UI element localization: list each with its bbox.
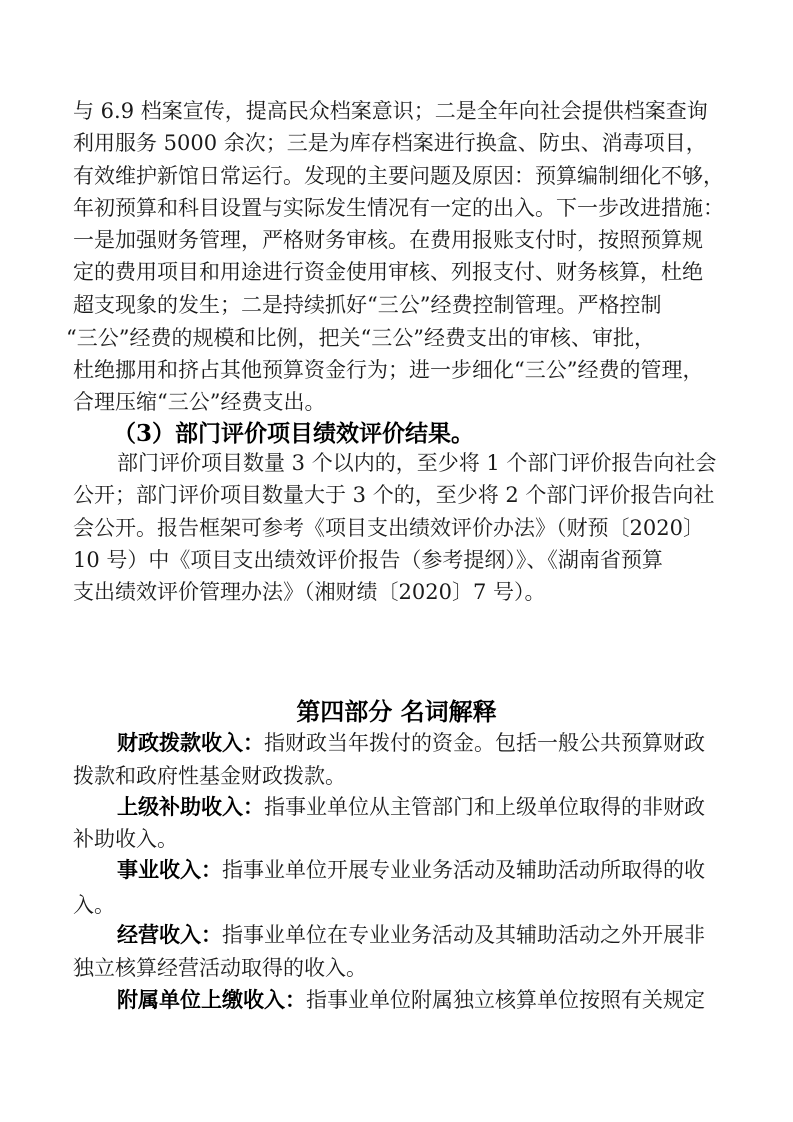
glossary-definition-cont: 补助收入。 xyxy=(73,827,178,851)
glossary-term: 经营收入： xyxy=(117,922,222,947)
glossary-definition: 指财政当年拨付的资金。包括一般公共预算财政 xyxy=(264,731,705,755)
text-line: 定的费用项目和用途进行资金使用审核、列报支付、财务核算，杜绝 xyxy=(73,260,703,284)
glossary-term: 财政拨款收入： xyxy=(117,730,264,755)
text-line: 部门评价项目数量 3 个以内的，至少将 1 个部门评价报告向社会 xyxy=(117,451,717,475)
glossary-definition-cont: 入。 xyxy=(73,893,115,917)
glossary-entry xyxy=(117,792,725,822)
part-title: 第四部分 名词解释 xyxy=(296,697,497,726)
glossary-term: 上级补助收入： xyxy=(117,794,264,819)
glossary-entry xyxy=(117,920,725,950)
text-line: 利用服务 5000 余次；三是为库存档案进行换盒、防虫、消毒项目， xyxy=(73,131,707,155)
glossary-entry xyxy=(117,728,725,758)
section-heading: （3）部门评价项目绩效评价结果。 xyxy=(113,420,475,447)
text-line: 会公开。报告框架可参考《项目支出绩效评价办法》（财预〔2020〕 xyxy=(73,516,704,540)
text-line: 公开；部门评价项目数量大于 3 个的，至少将 2 个部门评价报告向社 xyxy=(73,483,715,507)
text-line: 一是加强财务管理，严格财务审核。在费用报账支付时，按照预算规 xyxy=(73,228,703,252)
glossary-definition: 指事业单位开展专业业务活动及辅助活动所取得的收 xyxy=(222,858,705,882)
text-line: 年初预算和科目设置与实际发生情况有一定的出入。下一步改进措施： xyxy=(73,196,724,220)
glossary-term: 附属单位上缴收入： xyxy=(117,987,306,1012)
text-line: 超支现象的发生；二是持续抓好“三公”经费控制管理。严格控制 xyxy=(73,293,662,317)
glossary-entry xyxy=(117,985,725,1015)
text-line: 有效维护新馆日常运行。发现的主要问题及原因：预算编制细化不够， xyxy=(73,164,724,188)
glossary-entry xyxy=(117,855,725,885)
text-line: 合理压缩“三公”经费支出。 xyxy=(73,390,326,414)
glossary-definition-cont: 独立核算经营活动取得的收入。 xyxy=(73,956,367,980)
glossary-definition: 指事业单位附属独立核算单位按照有关规定 xyxy=(306,988,705,1012)
glossary-definition-cont: 拨款和政府性基金财政拨款。 xyxy=(73,764,346,788)
text-line: 与 6.9 档案宣传，提高民众档案意识；二是全年向社会提供档案查询 xyxy=(73,99,708,123)
text-line: 杜绝挪用和挤占其他预算资金行为；进一步细化“三公”经费的管理， xyxy=(73,358,704,382)
glossary-definition: 指事业单位在专业业务活动及其辅助活动之外开展非 xyxy=(222,923,705,947)
text-line: 10 号）中《项目支出绩效评价报告（参考提纲）》、《湖南省预算 xyxy=(73,548,663,572)
glossary-definition: 指事业单位从主管部门和上级单位取得的非财政 xyxy=(264,795,705,819)
text-line: 支出绩效评价管理办法》（湘财绩〔2020〕7 号）。 xyxy=(73,580,546,604)
text-line: “三公”经费的规模和比例，把关“三公”经费支出的审核、审批， xyxy=(66,326,655,350)
glossary-term: 事业收入： xyxy=(117,857,222,882)
